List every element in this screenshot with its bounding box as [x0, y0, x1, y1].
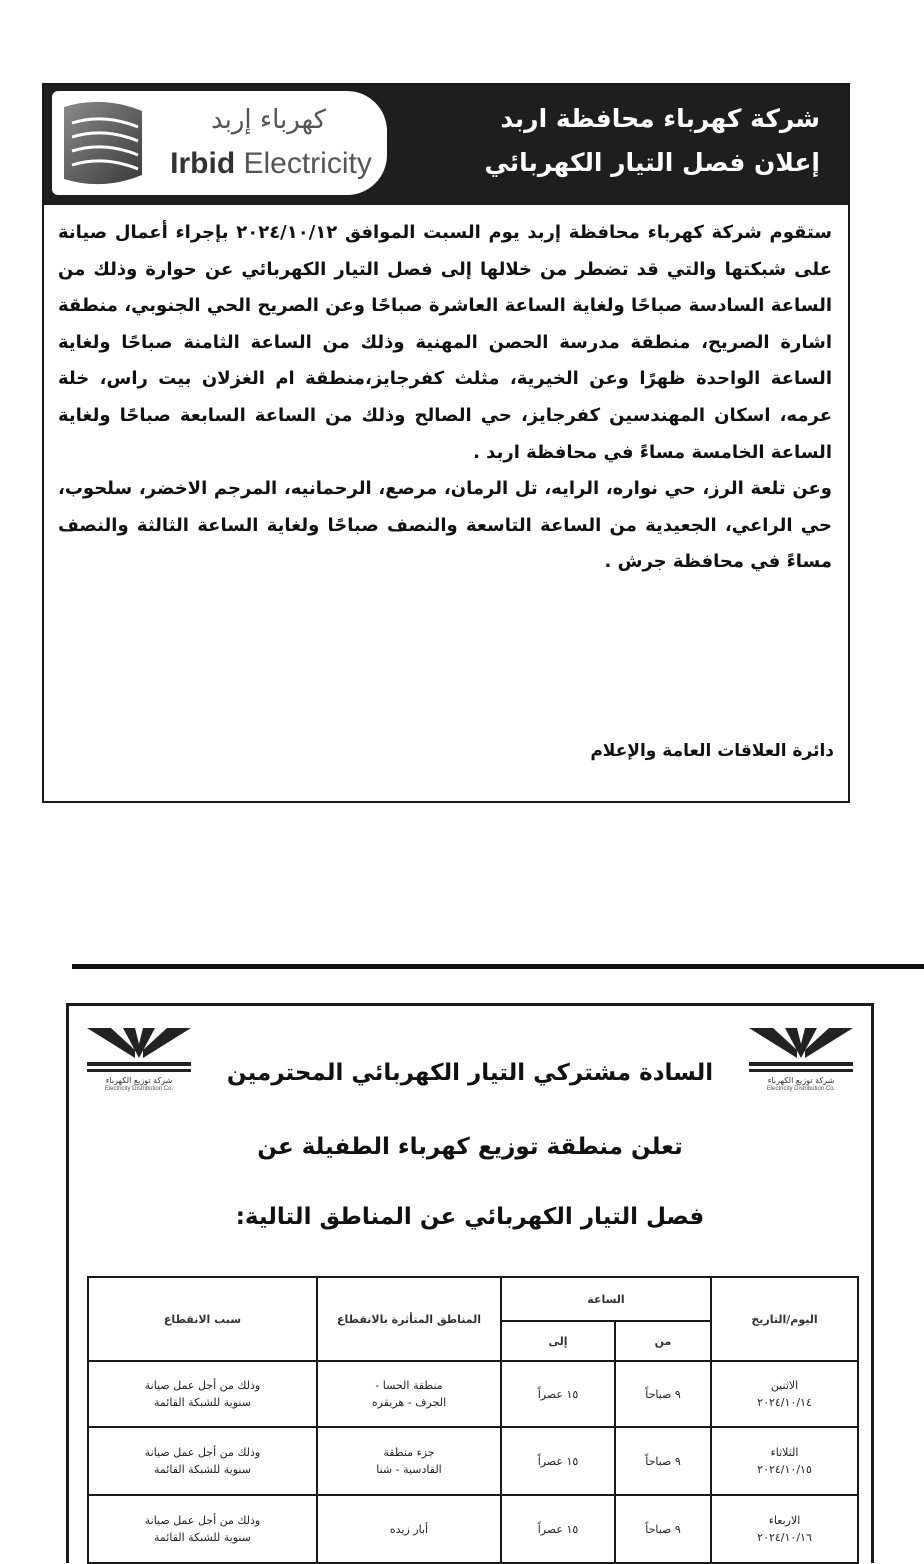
cell-from: ٩ صباحاً	[615, 1495, 711, 1563]
header-from: من	[615, 1321, 711, 1361]
tafila-outage-notice	[66, 1003, 874, 1563]
header-areas: المناطق المتأثرة بالانقطاع	[317, 1277, 501, 1361]
cell-areas: منطقة الحسا - الجرف - هريقره	[317, 1361, 501, 1427]
logo-english-name: Irbid Electricity	[170, 147, 372, 180]
company-name: شركة كهرباء محافظة اربد	[500, 104, 820, 133]
notice-paragraph-jerash: وعن تلعة الرز، حي نواره، الرايه، تل الرمان، مرصع، الرحمانيه، المرجم الاخضر، سلحوب، حي الراعي، الجعيدية من الساعة التاسعة والنصف صباحًا ولغاية الساعة الثالثة والنصف مساءً في محافظة جرش .	[58, 478, 832, 573]
header-reason: سبب الانقطاع	[88, 1277, 317, 1361]
announcer-line: تعلن منطقة توزيع كهرباء الطفيلة عن	[257, 1134, 683, 1160]
irbid-logo-icon	[58, 97, 148, 189]
notice-title	[400, 97, 820, 185]
logo-arabic-name: كهرباء إربد	[210, 105, 327, 135]
cell-areas: أبار زيده	[317, 1495, 501, 1563]
notice-body	[58, 215, 832, 581]
edco-logo-caption-en: Electricity Distribution Co.	[766, 1086, 836, 1092]
greeting-line: السادة مشتركي التيار الكهربائي المحترمين	[226, 1060, 714, 1086]
edco-logo-caption: شركة توزيع الكهرباء	[767, 1076, 835, 1085]
header-day-date: اليوم/التاريخ	[711, 1277, 858, 1361]
irbid-outage-notice	[42, 83, 850, 803]
header-time: الساعة	[501, 1277, 711, 1321]
cell-from: ٩ صباحاً	[615, 1361, 711, 1427]
notice-paragraph-irbid: ستقوم شركة كهرباء محافظة إربد يوم السبت الموافق ٢٠٢٤/١٠/١٢ بإجراء أعمال صيانة على شبكتها والتي قد تضطر من خلالها إلى فصل التيار الكهربائي عن حوارة وذلك من الساعة السادسة صباحًا ولغاية الساعة العاشرة صباحًا وعن الصريح الحي الجنوبي، منطقة اشارة الصريح، منطقة مدرسة الحصن المهنية وذلك من الساعة الثامنة صباحًا ولغاية الساعة الواحدة ظهرًا وعن الخيرية، مثلث كفرجايز،منطقة ام الغزلان بيت راس، خلة عرمه، اسكان المهندسين كفرجايز، حي الصالح وذلك من الساعة السابعة صباحًا ولغاية الساعة الخامسة مساءً في محافظة اربد .	[58, 222, 833, 463]
irbid-electricity-logo	[52, 91, 387, 195]
table-row	[88, 1495, 858, 1563]
notice-header	[44, 85, 848, 205]
cell-from: ٩ صباحاً	[615, 1427, 711, 1495]
cell-day-date: الاربعاء ٢٠٢٤/١٠/١٦	[711, 1495, 858, 1563]
cell-areas: جزء منطقة القادسية - شنا	[317, 1427, 501, 1495]
subject-line: فصل التيار الكهربائي عن المناطق التالية:	[235, 1204, 705, 1230]
cell-day-date: الثلاثاء ٢٠٢٤/١٠/١٥	[711, 1427, 858, 1495]
cell-to: ١٥ عصراً	[501, 1361, 615, 1427]
cell-to: ١٥ عصراً	[501, 1495, 615, 1563]
section-divider	[72, 964, 924, 969]
notice-signature: دائرة العلاقات العامة والإعلام	[590, 741, 834, 761]
header-to: إلى	[501, 1321, 615, 1361]
cell-reason: وذلك من أجل عمل صيانة سنوية للشبكة القائمة	[88, 1361, 317, 1427]
table-row	[88, 1427, 858, 1495]
edco-logo-caption-en: Electricity Distribution Co.	[104, 1086, 174, 1092]
cell-reason: وذلك من أجل عمل صيانة سنوية للشبكة القائمة	[88, 1495, 317, 1563]
outage-schedule-table	[87, 1276, 859, 1564]
edco-logo-caption: شركة توزيع الكهرباء	[105, 1076, 173, 1085]
announcement-title: إعلان فصل التيار الكهربائي	[484, 148, 820, 177]
cell-day-date: الاثنين ٢٠٢٤/١٠/١٤	[711, 1361, 858, 1427]
cell-to: ١٥ عصراً	[501, 1427, 615, 1495]
table-row	[88, 1361, 858, 1427]
cell-reason: وذلك من أجل عمل صيانة سنوية للشبكة القائمة	[88, 1427, 317, 1495]
